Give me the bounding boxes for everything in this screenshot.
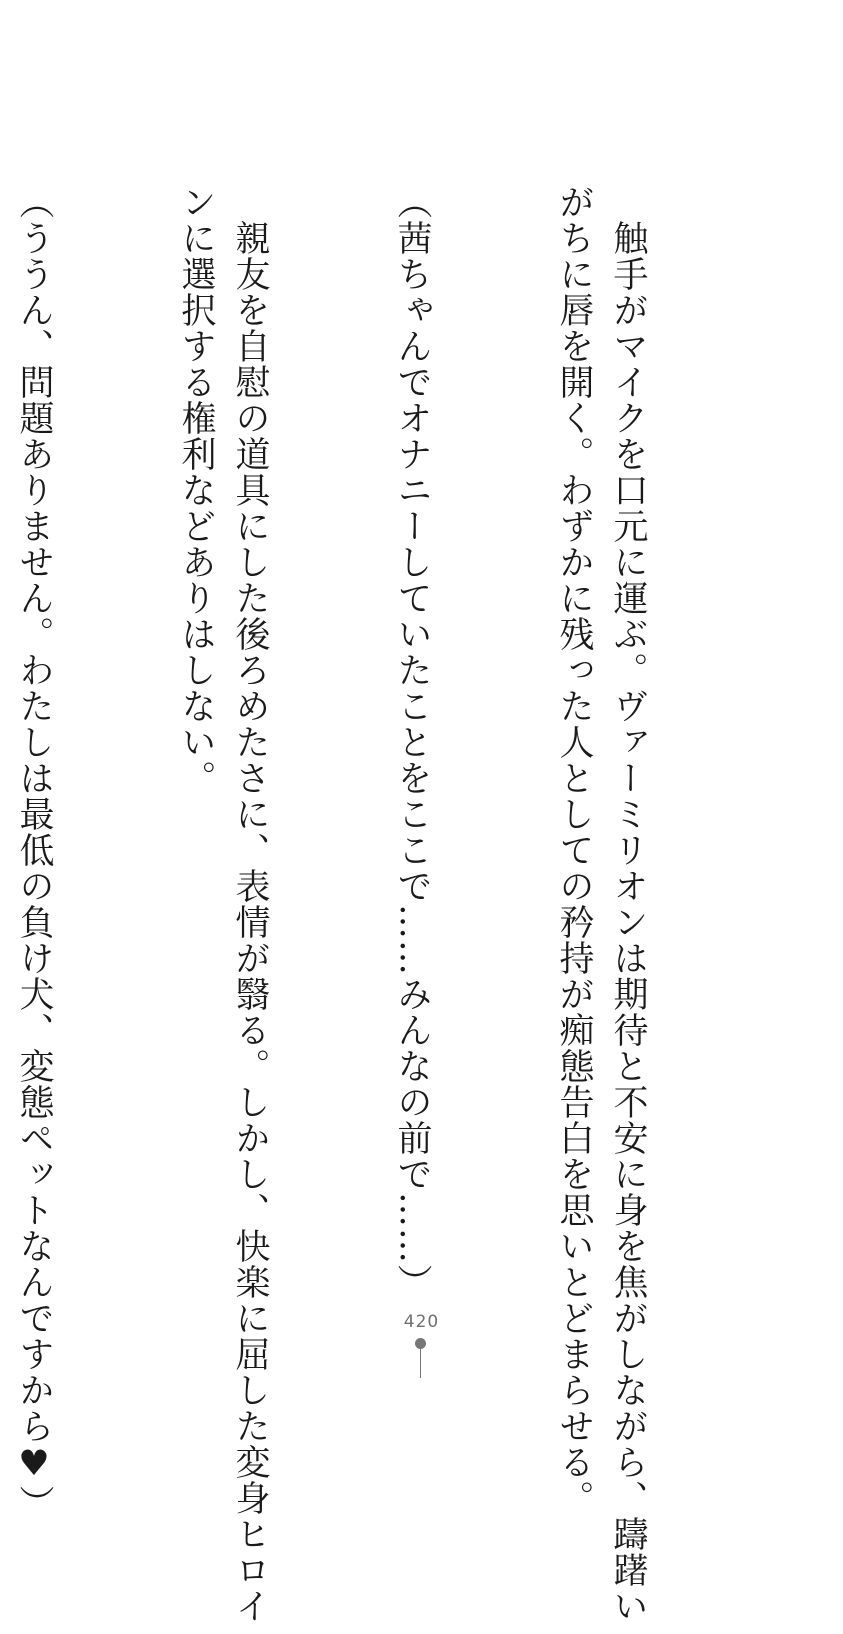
narration-paragraph: 親友を自慰の道具にした後ろめたさに、表情が翳る。しかし、快楽に屈した変身ヒロイ ンに選択する権利などありはしない。 bbox=[176, 184, 270, 1624]
inner-thought-paragraph: （茜ちゃんでオナニーしていたことをここで……みんなの前で……） bbox=[392, 184, 432, 1300]
inner-thought-paragraph: （ううん、問題ありません。わたしは最低の負け犬、変態ペットなんですから♥） bbox=[14, 184, 54, 1521]
page-number: 420 bbox=[403, 1312, 440, 1332]
narration-paragraph: 触手がマイクを口元に運ぶ。ヴァーミリオンは期待と不安に身を焦がしながら、躊躇い がちに唇を開く。わずかに残った人としての矜持が痴態告白を思いとどまらせる。 bbox=[554, 184, 648, 1624]
page-marker-line bbox=[420, 1348, 421, 1378]
